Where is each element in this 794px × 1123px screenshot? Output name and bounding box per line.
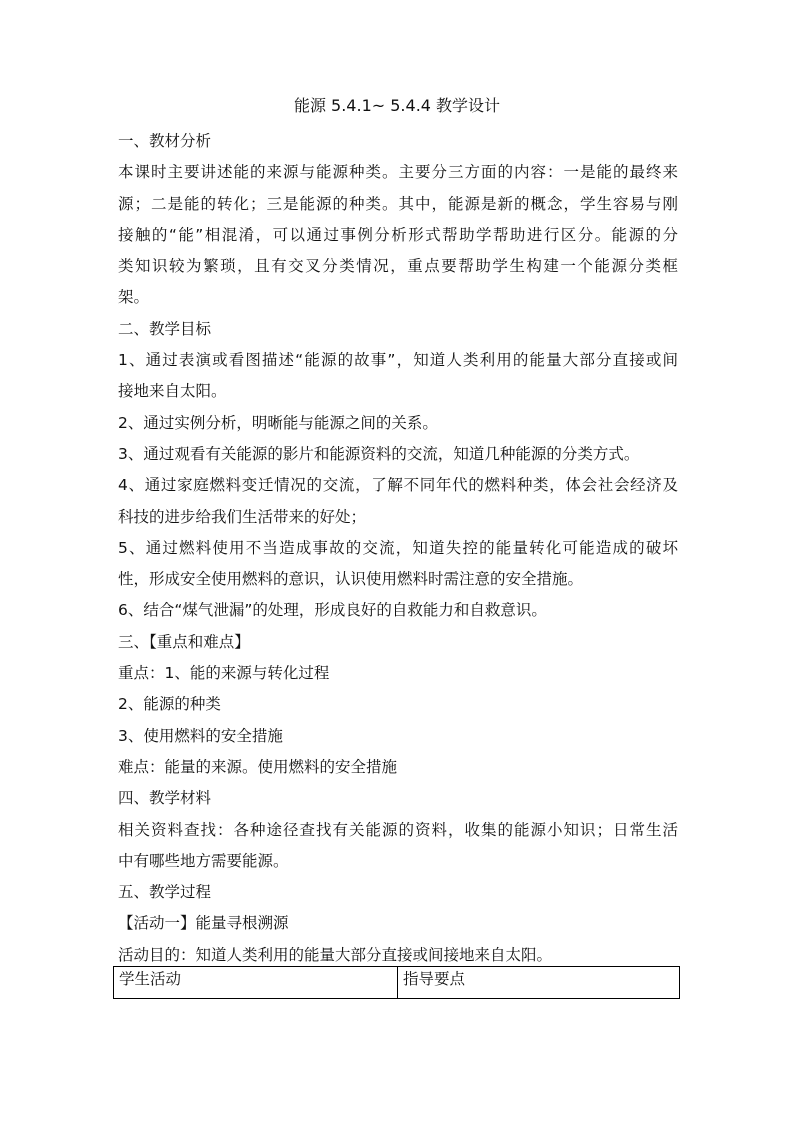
text-line: 相关资料查找：各种途径查找有关能源的资料，收集的能源小知识；日常生活 xyxy=(118,820,678,839)
text-line: 1、通过表演或看图描述“能源的故事”，知道人类利用的能量大部分直接或间 xyxy=(118,351,678,370)
text-line: 接触的“能”相混淆，可以通过事例分析形式帮助学帮助进行区分。能源的分 xyxy=(118,225,678,244)
text-line: 本课时主要讲述能的来源与能源种类。主要分三方面的内容：一是能的最终来 xyxy=(118,163,678,182)
text-line: 活动目的：知道人类利用的能量大部分直接或间接地来自太阳。 xyxy=(118,945,553,964)
text-line: 源；二是能的转化；三是能源的种类。其中，能源是新的概念，学生容易与刚 xyxy=(118,194,678,213)
text-line: 科技的进步给我们生活带来的好处； xyxy=(118,507,367,526)
text-line: 重点：1、能的来源与转化过程 xyxy=(118,664,330,683)
table-header-student-activity: 学生活动 xyxy=(114,967,398,998)
section-heading: 五、教学过程 xyxy=(118,883,212,902)
text-line: 【活动一】能量寻根溯源 xyxy=(118,914,289,933)
text-line: 2、能源的种类 xyxy=(118,695,221,714)
text-line: 架。 xyxy=(118,288,150,307)
section-heading: 二、教学目标 xyxy=(118,319,212,338)
section-heading: 四、教学材料 xyxy=(118,789,212,808)
section-heading: 三、【重点和难点】 xyxy=(118,632,250,651)
document-title: 能源 5.4.1~ 5.4.4 教学设计 xyxy=(293,96,501,115)
section-heading: 一、教材分析 xyxy=(118,132,212,150)
text-line: 3、通过观看有关能源的影片和能源资料的交流，知道几种能源的分类方式。 xyxy=(118,444,640,463)
text-line: 3、使用燃料的安全措施 xyxy=(118,726,283,745)
text-line: 接地来自太阳。 xyxy=(118,382,227,401)
text-line: 难点：能量的来源。使用燃料的安全措施 xyxy=(118,757,398,776)
text-line: 性，形成安全使用燃料的意识，认识使用燃料时需注意的安全措施。 xyxy=(118,570,584,589)
text-line: 6、结合“煤气泄漏”的处理，形成良好的自救能力和自救意识。 xyxy=(118,601,547,620)
text-line: 4、通过家庭燃料变迁情况的交流，了解不同年代的燃料种类，体会社会经济及 xyxy=(118,476,678,495)
table-header-guidance-points: 指导要点 xyxy=(403,970,466,988)
activity-table xyxy=(113,966,680,999)
text-line: 5、通过燃料使用不当造成事故的交流，知道失控的能量转化可能造成的破坏 xyxy=(118,538,678,557)
text-line: 2、通过实例分析，明晰能与能源之间的关系。 xyxy=(118,413,438,432)
document-body xyxy=(118,126,678,971)
text-line: 中有哪些地方需要能源。 xyxy=(118,851,289,870)
text-line: 类知识较为繁琐，且有交叉分类情况，重点要帮助学生构建一个能源分类框 xyxy=(118,257,678,276)
